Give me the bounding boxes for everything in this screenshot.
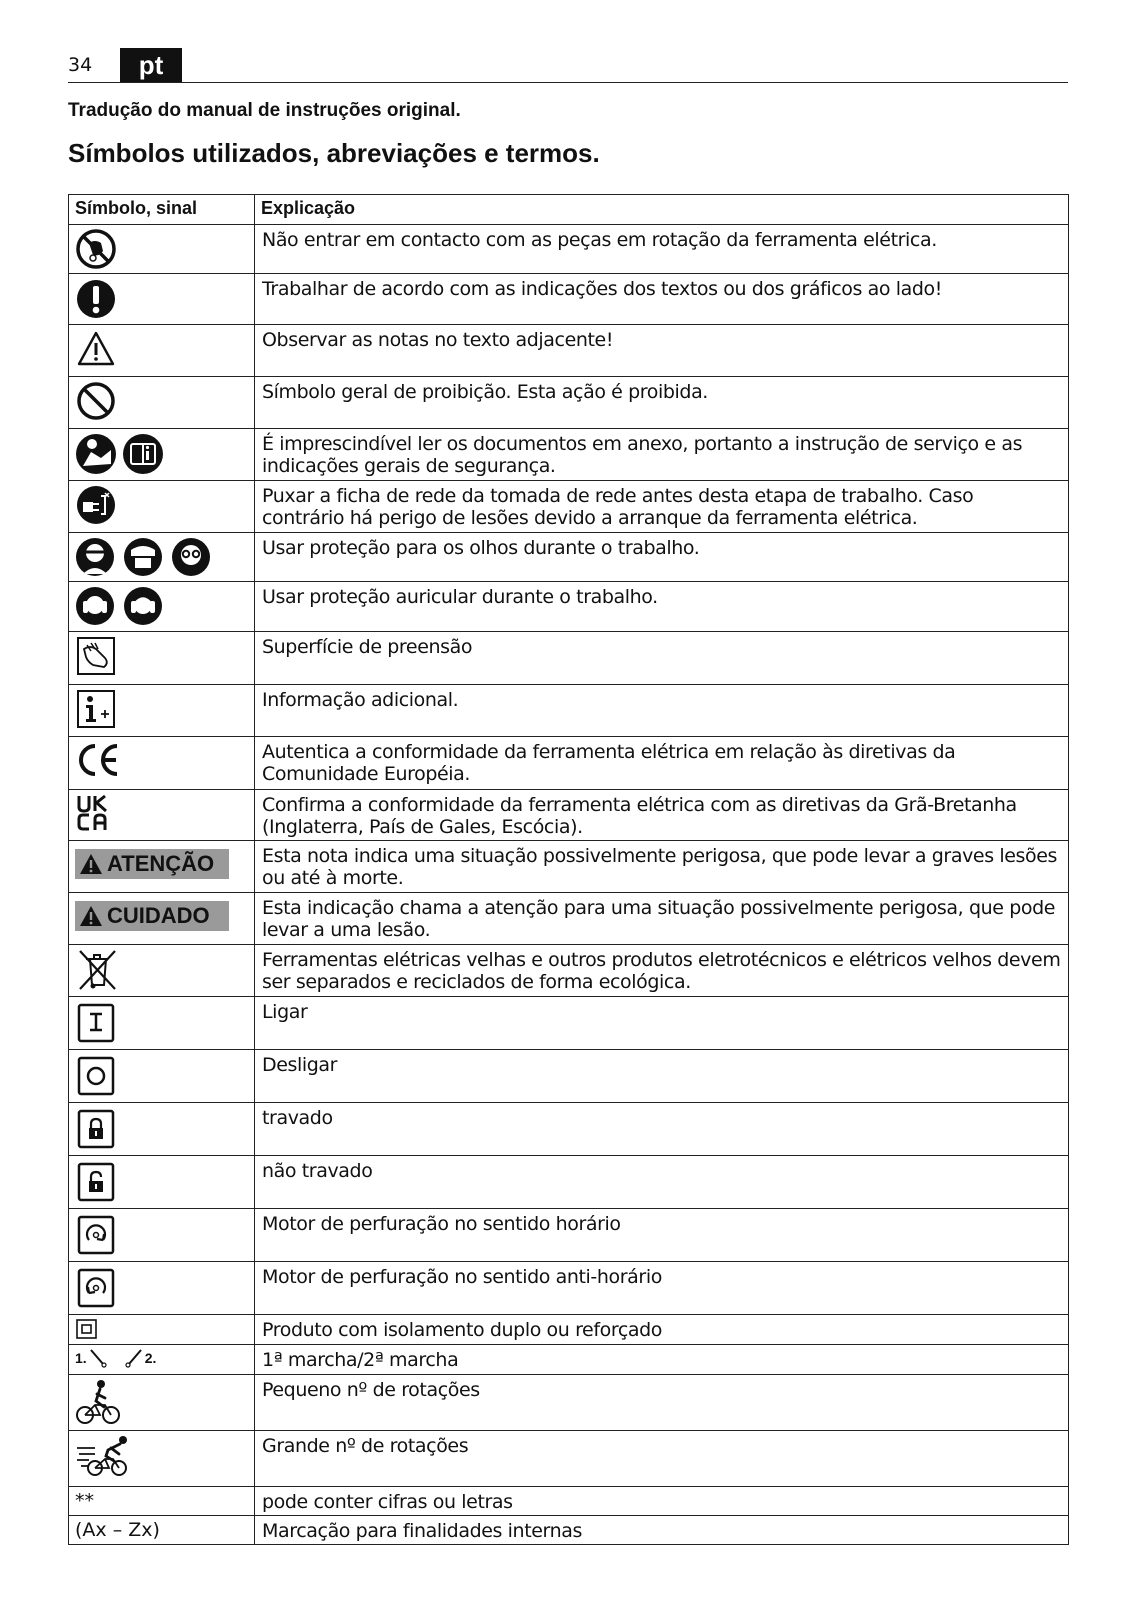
explanation-text: Informação adicional. — [255, 685, 1069, 737]
explanation-text: Usar proteção auricular durante o trabalho. — [255, 582, 1069, 632]
table-row — [69, 1516, 1069, 1545]
explanation-text: Autentica a conformidade da ferramenta elétrica em relação às diretivas da Comunidade Européia. — [255, 737, 1069, 790]
table-row — [69, 325, 1069, 377]
lock-open-icon — [75, 1159, 117, 1203]
table-row — [69, 841, 1069, 893]
page-header — [68, 48, 1068, 83]
ce-mark-icon — [75, 740, 123, 780]
power-off-icon — [75, 1053, 117, 1097]
atencao-badge-label: ATENÇÃO — [107, 851, 215, 876]
explanation-text: Marcação para finalidades internas — [255, 1516, 1069, 1545]
warning-triangle-icon — [79, 853, 103, 875]
explanation-column-header: Explicação — [255, 195, 1069, 225]
table-row — [69, 1315, 1069, 1345]
explanation-text: 1ª marcha/2ª marcha — [255, 1345, 1069, 1375]
table-row — [69, 1209, 1069, 1262]
table-row — [69, 377, 1069, 429]
gear-1-label: 1. — [75, 1350, 87, 1366]
explanation-text: Símbolo geral de proibição. Esta ação é proibida. — [255, 377, 1069, 429]
explanation-text: não travado — [255, 1156, 1069, 1209]
warning-triangle-icon — [79, 905, 103, 927]
table-row — [69, 1345, 1069, 1375]
explanation-text: Puxar a ficha de rede da tomada de rede antes desta etapa de trabalho. Caso contrário há perigo de lesões devido a arranque da ferramenta elétrica. — [255, 481, 1069, 533]
table-row — [69, 1487, 1069, 1516]
table-row — [69, 1050, 1069, 1103]
explanation-text: Não entrar em contacto com as peças em rotação da ferramenta elétrica. — [255, 225, 1069, 274]
explanation-text: Superfície de preensão — [255, 632, 1069, 685]
explanation-text: pode conter cifras ou letras — [255, 1487, 1069, 1516]
info-plus-icon — [75, 688, 117, 730]
table-row — [69, 481, 1069, 533]
table-row — [69, 632, 1069, 685]
weee-bin-icon — [75, 948, 119, 992]
atencao-badge — [75, 849, 229, 879]
table-row — [69, 582, 1069, 632]
cuidado-badge — [75, 901, 229, 931]
no-touch-rotating-icon — [75, 228, 117, 270]
table-row — [69, 945, 1069, 997]
explanation-text: Produto com isolamento duplo ou reforçado — [255, 1315, 1069, 1345]
explanation-text: Usar proteção para os olhos durante o trabalho. — [255, 533, 1069, 582]
exclamation-icon — [75, 277, 117, 321]
unplug-icon — [75, 484, 117, 526]
cuidado-badge-label: CUIDADO — [107, 903, 210, 928]
internal-marking-symbol: (Ax – Zx) — [75, 1519, 160, 1541]
explanation-text: Motor de perfuração no sentido horário — [255, 1209, 1069, 1262]
section-title: Símbolos utilizados, abreviações e termos. — [68, 138, 600, 168]
explanation-text: Observar as notas no texto adjacente! — [255, 325, 1069, 377]
table-row — [69, 274, 1069, 325]
explanation-text: Ferramentas elétricas velhas e outros produtos eletrotécnicos e elétricos velhos devem ser separados e reciclados de forma ecológica. — [255, 945, 1069, 997]
table-row — [69, 533, 1069, 582]
ear-protection-icon — [75, 585, 167, 627]
table-row — [69, 1156, 1069, 1209]
explanation-text: Trabalhar de acordo com as indicações dos textos ou dos gráficos ao lado! — [255, 274, 1069, 325]
table-row — [69, 737, 1069, 790]
lever-left-icon — [89, 1348, 107, 1368]
explanation-text: Grande nº de rotações — [255, 1431, 1069, 1487]
rotate-clockwise-icon — [75, 1212, 117, 1256]
ukca-mark-icon — [75, 793, 115, 835]
explanation-text: Pequeno nº de rotações — [255, 1375, 1069, 1431]
symbol-column-header: Símbolo, sinal — [69, 195, 255, 225]
eye-protection-icon — [75, 536, 215, 578]
explanation-text: Ligar — [255, 997, 1069, 1050]
table-row — [69, 1103, 1069, 1156]
table-row — [69, 790, 1069, 841]
asterisks-symbol: ** — [75, 1490, 94, 1512]
table-row — [69, 685, 1069, 737]
power-on-icon — [75, 1000, 117, 1044]
table-row — [69, 893, 1069, 945]
explanation-text: travado — [255, 1103, 1069, 1156]
explanation-text: Esta nota indica uma situação possivelmente perigosa, que pode levar a graves lesões ou até à morte. — [255, 841, 1069, 893]
document-subtitle: Tradução do manual de instruções original. — [68, 100, 461, 121]
explanation-text: Motor de perfuração no sentido anti-horário — [255, 1262, 1069, 1315]
explanation-text: É imprescindível ler os documentos em anexo, portanto a instrução de serviço e as indicações gerais de segurança. — [255, 429, 1069, 481]
table-row — [69, 997, 1069, 1050]
low-speed-bike-icon — [75, 1378, 121, 1426]
table-row — [69, 429, 1069, 481]
high-speed-bike-icon — [75, 1434, 133, 1478]
read-manual-icon — [75, 432, 165, 476]
grip-surface-icon — [75, 635, 117, 677]
language-tab: pt — [120, 48, 182, 82]
explanation-text: Confirma a conformidade da ferramenta elétrica com as diretivas da Grã-Bretanha (Inglaterra, País de Gales, Escócia). — [255, 790, 1069, 841]
page-number: 34 — [68, 54, 93, 76]
table-row — [69, 1431, 1069, 1487]
warning-triangle-icon — [75, 328, 117, 370]
prohibition-icon — [75, 380, 117, 422]
lever-right-icon — [125, 1348, 143, 1368]
lock-closed-icon — [75, 1106, 117, 1150]
explanation-text: Esta indicação chama a atenção para uma situação possivelmente perigosa, que pode levar a uma lesão. — [255, 893, 1069, 945]
symbols-table — [68, 194, 1069, 1545]
double-insulation-icon — [75, 1318, 99, 1340]
rotate-counterclockwise-icon — [75, 1265, 117, 1309]
table-header-row — [69, 195, 1069, 225]
table-row — [69, 225, 1069, 274]
table-row — [69, 1375, 1069, 1431]
explanation-text: Desligar — [255, 1050, 1069, 1103]
table-row — [69, 1262, 1069, 1315]
gear-selector-icon — [75, 1348, 156, 1368]
gear-2-label: 2. — [144, 1350, 157, 1366]
